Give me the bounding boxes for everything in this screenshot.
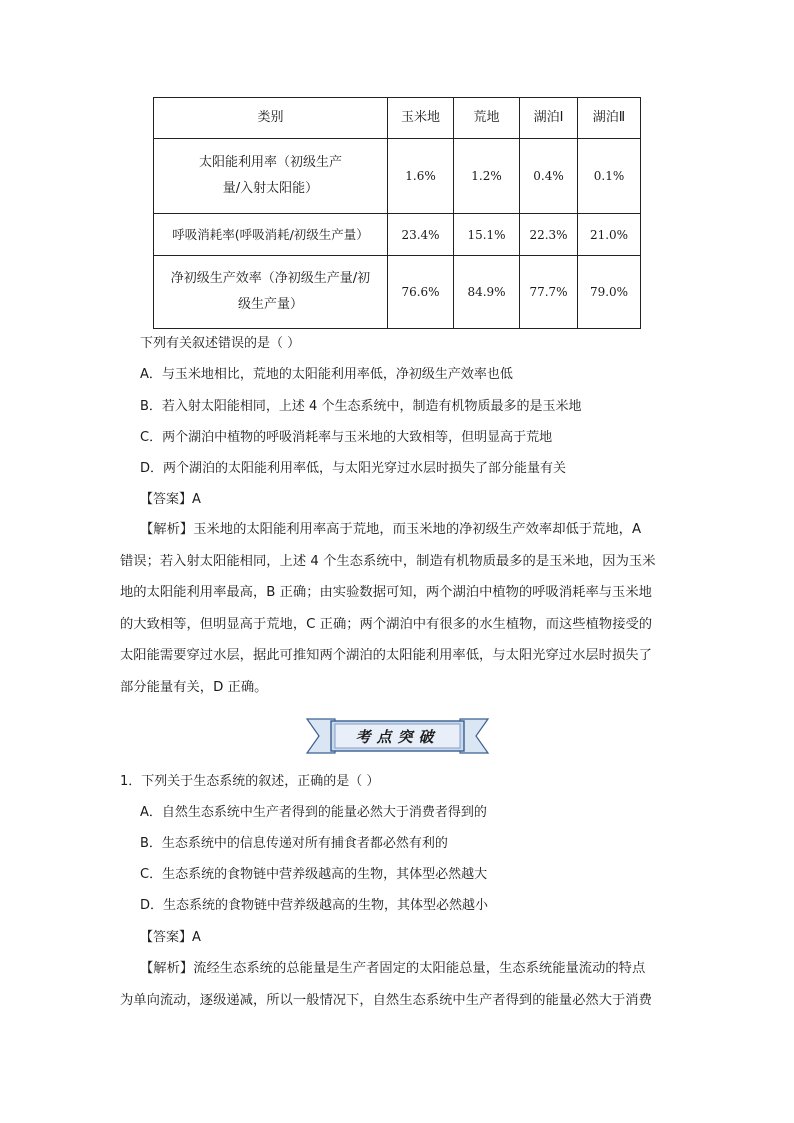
row-label-line: 太阳能利用率（初级生产 [198,155,342,170]
answer-tag: 【答案】 [140,930,193,945]
table-row [154,139,641,214]
row-label [154,139,388,214]
option-a: A．自然生态系统中生产者得到的能量必然大于消费者得到的 [140,805,487,820]
answer-line [140,928,201,948]
option-c: C．生态系统的食物链中营养级越高的生物，其体型必然越大 [140,867,488,882]
question-stem: 1．下列关于生态系统的叙述，正确的是（ ） [120,774,380,789]
table-cell: 0.1% [578,139,641,214]
analysis-tag: 【解析】 [140,961,194,976]
table-cell: 0.4% [520,139,578,214]
row-label: 呼吸消耗率(呼吸消耗/初级生产量） [154,214,388,256]
table-cell: 79.0% [578,256,641,329]
table-cell: 77.7% [520,256,578,329]
analysis-line: 太阳能需要穿过水层，据此可推知两个湖泊的太阳能利用率低，与太阳光穿过水层时损失了 [120,648,652,663]
row-label [154,256,388,329]
table-cell: 22.3% [520,214,578,256]
table-cell: 1.2% [454,139,520,214]
analysis-text: 玉米地的太阳能利用率高于荒地，而玉米地的净初级生产效率却低于荒地，A [193,522,642,537]
table-cell: 23.4% [388,214,454,256]
analysis-line: 为单向流动，逐级递减，所以一般情况下，自然生态系统中生产者得到的能量必然大于消费 [120,992,652,1008]
header-cell: 类别 [154,98,388,139]
analysis-text: 流经生态系统的总能量是生产者固定的太阳能总量，生态系统能量流动的特点 [193,961,646,976]
section-banner [305,716,490,756]
table-cell: 15.1% [454,214,520,256]
analysis-paragraph [120,514,680,703]
question-stem: 下列有关叙述错误的是（ ） [140,336,301,351]
table-cell: 76.6% [388,256,454,329]
table-cell: 84.9% [454,256,520,329]
header-cell: 湖泊Ⅰ [520,98,578,139]
option-d: D．两个湖泊的太阳能利用率低，与太阳光穿过水层时损失了部分能量有关 [140,461,567,476]
answer-tag: 【答案】 [140,492,193,507]
banner-title: 考点突破 [355,727,440,746]
option-c: C．两个湖泊中植物的呼吸消耗率与玉米地的大致相等，但明显高于荒地 [140,430,553,445]
table-cell: 21.0% [578,214,641,256]
analysis-line: 地的太阳能利用率最高，B 正确；由实验数据可知，两个湖泊中植物的呼吸消耗率与玉米地 [120,585,652,600]
analysis-paragraph [120,953,680,1016]
analysis-line [120,514,680,546]
header-cell: 玉米地 [388,98,454,139]
data-table [153,97,641,329]
option-a: A．与玉米地相比，荒地的太阳能利用率低，净初级生产效率也低 [140,367,513,382]
analysis-tag: 【解析】 [140,522,194,537]
analysis-line [120,953,680,985]
table-cell: 1.6% [388,139,454,214]
option-b: B．若入射太阳能相同，上述 4 个生态系统中，制造有机物质最多的是玉米地 [140,399,582,414]
header-cell: 荒地 [454,98,520,139]
analysis-line: 错误；若入射太阳能相同，上述 4 个生态系统中，制造有机物质最多的是玉米地，因为玉米 [120,553,656,569]
option-d: D．生态系统的食物链中营养级越高的生物，其体型必然越小 [140,898,489,913]
answer-line [140,490,201,510]
header-cell: 湖泊Ⅱ [578,98,641,139]
analysis-line: 部分能量有关，D 正确。 [120,679,268,695]
answer-value: A [192,492,201,507]
table-row [154,214,641,256]
row-label-line: 净初级生产效率（净初级生产量/初 [170,271,371,286]
table-header-row [154,98,641,139]
answer-value: A [192,930,201,945]
row-label-line: 级生产量） [237,297,303,312]
option-b: B．生态系统中的信息传递对所有捕食者都必然有利的 [140,836,448,851]
analysis-line: 的大致相等，但明显高于荒地，C 正确；两个湖泊中有很多的水生植物，而这些植物接受的 [120,616,653,632]
row-label-line: 量/入射太阳能） [222,181,319,196]
table-row [154,256,641,329]
